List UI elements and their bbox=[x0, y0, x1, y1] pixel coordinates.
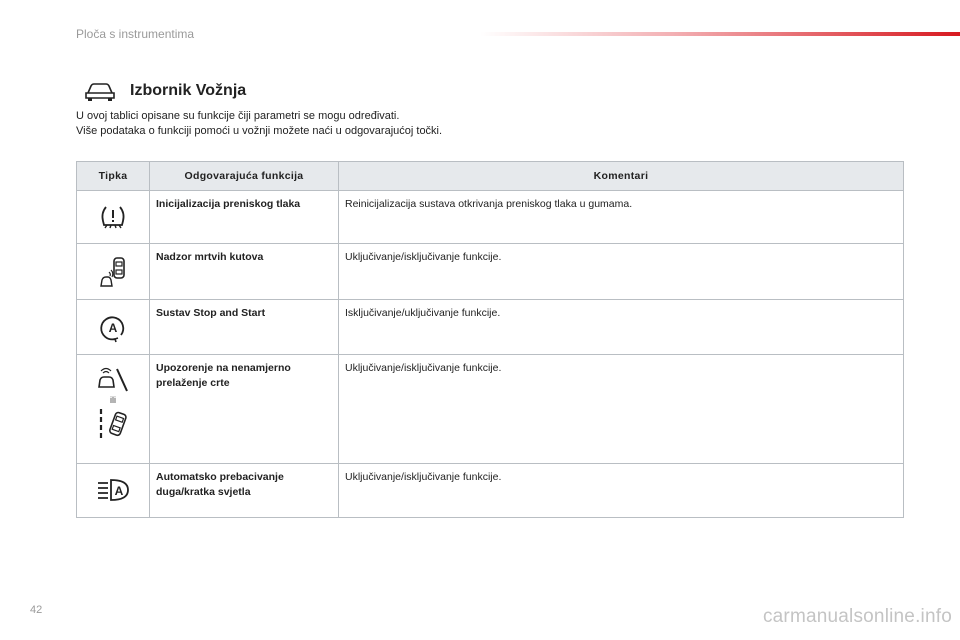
stop-start-icon bbox=[99, 313, 127, 343]
table-row bbox=[77, 244, 904, 300]
icon-cell bbox=[77, 191, 150, 244]
intro-text bbox=[76, 109, 442, 139]
car-icon bbox=[84, 80, 116, 102]
table-header-row bbox=[77, 162, 904, 191]
function-cell: Sustav Stop and Start bbox=[150, 300, 339, 355]
page-number: 42 bbox=[30, 604, 43, 616]
comment-cell: Isključivanje/uključivanje funkcije. bbox=[339, 300, 904, 355]
function-cell: Nadzor mrtvih kutova bbox=[150, 244, 339, 300]
table-row bbox=[77, 300, 904, 355]
table-row bbox=[77, 191, 904, 244]
icon-cell bbox=[77, 464, 150, 518]
auto-high-beam-icon bbox=[96, 478, 130, 502]
drive-menu-table bbox=[76, 161, 904, 518]
header-accent-bar bbox=[480, 32, 960, 36]
icon-cell bbox=[77, 355, 150, 464]
comment-cell: Uključivanje/isključivanje funkcije. bbox=[339, 464, 904, 518]
function-cell: Inicijalizacija preniskog tlaka bbox=[150, 191, 339, 244]
comment-cell: Reinicijalizacija sustava otkrivanja preniskog tlaka u gumama. bbox=[339, 191, 904, 244]
blind-spot-monitor-icon bbox=[98, 256, 128, 288]
function-cell: Automatsko prebacivanje duga/kratka svjetla bbox=[150, 464, 339, 518]
header-comments: Komentari bbox=[339, 162, 904, 191]
function-cell: Upozorenje na nenamjerno prelaženje crte bbox=[150, 355, 339, 464]
section-title: Izbornik Vožnja bbox=[130, 82, 247, 99]
comment-cell: Uključivanje/isključivanje funkcije. bbox=[339, 355, 904, 464]
header-key: Tipka bbox=[77, 162, 150, 191]
or-label: ili bbox=[110, 395, 116, 405]
section-heading bbox=[84, 80, 246, 102]
icon-cell bbox=[77, 300, 150, 355]
intro-line-2: Više podataka o funkciji pomoći u vožnji možete naći u odgovarajućoj točki. bbox=[76, 125, 443, 137]
tyre-pressure-warning-icon bbox=[99, 204, 127, 230]
table-row bbox=[77, 464, 904, 518]
comment-cell: Uključivanje/isključivanje funkcije. bbox=[339, 244, 904, 300]
watermark: carmanualsonline.info bbox=[762, 606, 952, 627]
lane-departure-warning-icon bbox=[97, 367, 129, 393]
icon-cell bbox=[77, 244, 150, 300]
svg-text:A: A bbox=[108, 321, 118, 335]
intro-line-1: U ovoj tablici opisane su funkcije čiji parametri se mogu određivati. bbox=[76, 110, 400, 122]
header-function: Odgovarajuća funkcija bbox=[150, 162, 339, 191]
table-row bbox=[77, 355, 904, 464]
lane-keeping-icon bbox=[97, 407, 129, 443]
running-header: Ploča s instrumentima bbox=[76, 27, 195, 41]
svg-text:A: A bbox=[114, 484, 124, 498]
